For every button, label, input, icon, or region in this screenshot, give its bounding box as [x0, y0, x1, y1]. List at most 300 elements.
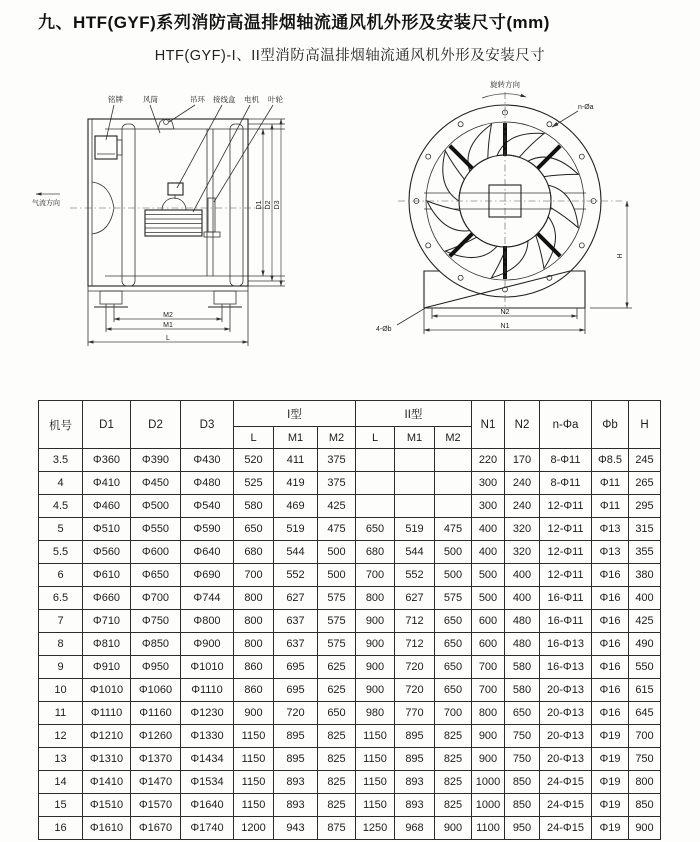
table-cell: Φ13 [592, 541, 629, 564]
table-row [39, 541, 661, 564]
table-cell: 16-Φ13 [540, 633, 592, 656]
table-cell: 1100 [472, 817, 505, 840]
table-cell: Φ950 [131, 656, 181, 679]
table-cell: 14 [39, 771, 83, 794]
table-cell: 627 [274, 587, 318, 610]
mounting-feet [88, 291, 248, 307]
table-cell: 720 [395, 656, 435, 679]
table-cell: Φ700 [131, 587, 181, 610]
table-cell: Φ8.5 [592, 449, 629, 472]
table-cell: 895 [274, 725, 318, 748]
table-row [39, 771, 661, 794]
table-cell: 900 [356, 633, 395, 656]
table-cell: Φ710 [83, 610, 131, 633]
table-cell: 850 [505, 771, 540, 794]
table-cell: 700 [472, 656, 505, 679]
dimension-table [38, 400, 661, 840]
header-type1-m1: M1 [274, 427, 318, 449]
table-cell: 895 [395, 748, 435, 771]
table-cell: 650 [234, 518, 274, 541]
table-cell: Φ1060 [131, 679, 181, 702]
table-cell: Φ1610 [83, 817, 131, 840]
table-cell: Φ690 [181, 564, 234, 587]
table-cell: 400 [472, 541, 505, 564]
table-cell: Φ13 [592, 518, 629, 541]
motor [145, 198, 202, 236]
table-cell: 544 [274, 541, 318, 564]
table-cell: Φ16 [592, 610, 629, 633]
dim-m2: M2 [163, 312, 173, 319]
table-cell: Φ1160 [131, 702, 181, 725]
table-cell: Φ590 [181, 518, 234, 541]
table-cell: 700 [435, 702, 472, 725]
table-cell: 500 [318, 564, 356, 587]
table-cell: Φ540 [181, 495, 234, 518]
table-cell: 800 [629, 771, 661, 794]
table-cell: Φ1570 [131, 794, 181, 817]
table-cell: 895 [395, 725, 435, 748]
table-cell: 825 [435, 794, 472, 817]
table-cell: Φ430 [181, 449, 234, 472]
table-cell: Φ16 [592, 656, 629, 679]
table-cell: 850 [505, 794, 540, 817]
rotation-direction-label: 旋转方向 [490, 80, 520, 89]
table-cell: 900 [472, 748, 505, 771]
table-cell: Φ1434 [181, 748, 234, 771]
table-cell [435, 495, 472, 518]
dim-n1: N1 [500, 323, 510, 330]
table-cell: 500 [472, 564, 505, 587]
table-cell: Φ16 [592, 564, 629, 587]
table-cell: Φ11 [592, 495, 629, 518]
table-cell [356, 449, 395, 472]
table-cell: Φ1534 [181, 771, 234, 794]
header-type2: II型 [356, 401, 472, 427]
table-cell: 695 [274, 679, 318, 702]
table-cell: 5 [39, 518, 83, 541]
table-cell: Φ16 [592, 587, 629, 610]
table-cell: 4.5 [39, 495, 83, 518]
table-row [39, 679, 661, 702]
header-bolt: n-Φa [540, 401, 592, 449]
table-cell: 893 [395, 771, 435, 794]
table-cell: 320 [505, 541, 540, 564]
table-cell: 419 [274, 472, 318, 495]
table-cell: 968 [395, 817, 435, 840]
table-cell: 9 [39, 656, 83, 679]
table-cell: 13 [39, 748, 83, 771]
table-cell: 1250 [356, 817, 395, 840]
nameplate [95, 136, 122, 159]
table-cell: 580 [505, 679, 540, 702]
table-cell: 860 [234, 679, 274, 702]
table-cell: 575 [318, 633, 356, 656]
table-cell: 411 [274, 449, 318, 472]
dim-d3: D3 [274, 200, 281, 210]
table-cell: 1150 [356, 794, 395, 817]
table-cell: 1200 [234, 817, 274, 840]
table-cell: 637 [274, 610, 318, 633]
header-n2: N2 [505, 401, 540, 449]
table-cell: 720 [395, 679, 435, 702]
table-cell: 825 [318, 725, 356, 748]
table-cell: Φ480 [181, 472, 234, 495]
table-cell: 680 [234, 541, 274, 564]
table-cell: 1150 [356, 771, 395, 794]
table-cell: 800 [472, 702, 505, 725]
dim-m1: M1 [163, 322, 173, 329]
table-row [39, 449, 661, 472]
foot-bolt-label: 4-Øb [376, 326, 392, 333]
table-cell: Φ1260 [131, 725, 181, 748]
impeller [204, 198, 220, 237]
table-cell: 552 [274, 564, 318, 587]
table-cell: 7 [39, 610, 83, 633]
table-cell: 850 [629, 794, 661, 817]
table-body [39, 449, 661, 840]
table-cell: Φ1410 [83, 771, 131, 794]
table-cell: Φ640 [181, 541, 234, 564]
table-cell: 650 [318, 702, 356, 725]
table-cell [395, 449, 435, 472]
table-cell: 400 [505, 564, 540, 587]
table-row [39, 817, 661, 840]
table-cell: 700 [629, 725, 661, 748]
table-cell: 650 [505, 702, 540, 725]
table-cell: 519 [274, 518, 318, 541]
table-cell: 650 [435, 633, 472, 656]
table-cell: 500 [435, 564, 472, 587]
table-cell: 20-Φ13 [540, 725, 592, 748]
table-cell: 240 [505, 472, 540, 495]
table-cell: 16 [39, 817, 83, 840]
table-cell: 12-Φ11 [540, 518, 592, 541]
table-cell: 544 [395, 541, 435, 564]
table-cell: 875 [318, 817, 356, 840]
table-cell: Φ19 [592, 771, 629, 794]
header-machine-no: 机号 [39, 401, 83, 449]
header-d2: D2 [131, 401, 181, 449]
table-cell: 712 [395, 610, 435, 633]
table-cell: 1150 [234, 748, 274, 771]
table-cell: 825 [318, 794, 356, 817]
table-cell: 3.5 [39, 449, 83, 472]
table-cell: 700 [472, 679, 505, 702]
table-cell: 480 [505, 610, 540, 633]
table-cell: 800 [356, 587, 395, 610]
table-cell [435, 472, 472, 495]
table-cell: 315 [629, 518, 661, 541]
table-cell: 20-Φ13 [540, 748, 592, 771]
table-cell: 20-Φ13 [540, 702, 592, 725]
lifting-ring-label: 吊环 [190, 95, 205, 104]
table-cell: 4 [39, 472, 83, 495]
table-cell: Φ19 [592, 748, 629, 771]
table-cell: 695 [274, 656, 318, 679]
table-cell: 475 [435, 518, 472, 541]
table-cell: 375 [318, 449, 356, 472]
dim-d2: D2 [265, 200, 272, 210]
table-cell: 300 [472, 495, 505, 518]
table-cell: 625 [318, 656, 356, 679]
table-cell: 11 [39, 702, 83, 725]
table-cell: 400 [629, 587, 661, 610]
table-cell: 825 [435, 771, 472, 794]
table-cell: 900 [356, 679, 395, 702]
table-cell: Φ1740 [181, 817, 234, 840]
table-cell: 355 [629, 541, 661, 564]
table-cell: 265 [629, 472, 661, 495]
table-cell: 950 [505, 817, 540, 840]
table-cell [356, 472, 395, 495]
table-cell: 825 [318, 771, 356, 794]
header-type1-m2: M2 [318, 427, 356, 449]
table-cell: 615 [629, 679, 661, 702]
duct-label: 风筒 [143, 95, 158, 104]
front-view-drawing [360, 78, 700, 360]
table-cell: 650 [435, 656, 472, 679]
dim-l: L [166, 335, 170, 342]
table-cell: Φ650 [131, 564, 181, 587]
table-cell: Φ750 [131, 610, 181, 633]
table-cell: Φ19 [592, 817, 629, 840]
table-cell: Φ1310 [83, 748, 131, 771]
table-cell: 750 [505, 725, 540, 748]
table-cell: 900 [435, 817, 472, 840]
base-dimensions [424, 308, 585, 334]
table-row [39, 656, 661, 679]
dimension-table-wrapper [38, 400, 661, 840]
table-cell: 500 [435, 541, 472, 564]
table-cell: 900 [356, 610, 395, 633]
table-cell: 320 [505, 518, 540, 541]
table-cell: Φ800 [181, 610, 234, 633]
table-cell: 680 [356, 541, 395, 564]
dim-n2: N2 [500, 309, 510, 316]
table-cell: 645 [629, 702, 661, 725]
table-row [39, 725, 661, 748]
table-cell: 1000 [472, 794, 505, 817]
table-cell: Φ744 [181, 587, 234, 610]
table-cell: Φ16 [592, 633, 629, 656]
length-dimensions [88, 286, 248, 346]
table-cell: 16-Φ11 [540, 610, 592, 633]
junction-box [168, 183, 183, 199]
table-cell: 500 [472, 587, 505, 610]
table-cell: 8-Φ11 [540, 472, 592, 495]
table-row [39, 518, 661, 541]
table-row [39, 794, 661, 817]
height-dimension [590, 201, 632, 308]
table-header [39, 401, 661, 449]
table-cell: Φ390 [131, 449, 181, 472]
table-cell: Φ910 [83, 656, 131, 679]
table-cell: 12-Φ11 [540, 541, 592, 564]
table-cell: 750 [505, 748, 540, 771]
table-cell: Φ16 [592, 679, 629, 702]
side-view-drawing [30, 78, 360, 360]
table-row [39, 587, 661, 610]
table-row [39, 748, 661, 771]
table-cell: 750 [629, 748, 661, 771]
table-cell: 550 [629, 656, 661, 679]
table-cell: Φ500 [131, 495, 181, 518]
table-cell: 8-Φ11 [540, 449, 592, 472]
table-cell: 900 [472, 725, 505, 748]
table-cell: 580 [505, 656, 540, 679]
table-cell: Φ1470 [131, 771, 181, 794]
table-cell: 860 [234, 656, 274, 679]
table-cell: 15 [39, 794, 83, 817]
table-cell: Φ1510 [83, 794, 131, 817]
header-d3: D3 [181, 401, 234, 449]
table-cell: 5.5 [39, 541, 83, 564]
table-cell: 8 [39, 633, 83, 656]
table-cell: 220 [472, 449, 505, 472]
nameplate-label: 铭牌 [108, 95, 123, 104]
table-cell: 900 [356, 656, 395, 679]
table-cell: 720 [274, 702, 318, 725]
table-cell: Φ600 [131, 541, 181, 564]
table-cell: 893 [274, 794, 318, 817]
fan-casing [88, 119, 248, 286]
table-cell: Φ510 [83, 518, 131, 541]
table-cell: 650 [435, 610, 472, 633]
table-cell: Φ11 [592, 472, 629, 495]
table-cell: 650 [435, 679, 472, 702]
table-cell: Φ900 [181, 633, 234, 656]
table-cell: Φ610 [83, 564, 131, 587]
table-cell: Φ560 [83, 541, 131, 564]
impeller-label: 叶轮 [268, 95, 283, 104]
header-type1: I型 [234, 401, 356, 427]
table-cell: 475 [318, 518, 356, 541]
table-cell: 520 [234, 449, 274, 472]
table-cell [395, 495, 435, 518]
header-h: H [629, 401, 661, 449]
table-cell: 375 [318, 472, 356, 495]
table-cell: 893 [274, 771, 318, 794]
table-cell: 6 [39, 564, 83, 587]
table-cell: Φ1230 [181, 702, 234, 725]
table-row [39, 610, 661, 633]
table-cell: 425 [629, 610, 661, 633]
table-cell: 800 [234, 610, 274, 633]
table-cell: 425 [318, 495, 356, 518]
table-cell: 627 [395, 587, 435, 610]
table-cell: Φ550 [131, 518, 181, 541]
table-cell: 600 [472, 610, 505, 633]
table-cell: Φ1370 [131, 748, 181, 771]
table-cell: 1150 [356, 725, 395, 748]
table-cell: 575 [318, 610, 356, 633]
table-cell: Φ1210 [83, 725, 131, 748]
table-cell: Φ1110 [181, 679, 234, 702]
table-cell: 1150 [356, 748, 395, 771]
table-cell: 893 [395, 794, 435, 817]
table-cell: 525 [234, 472, 274, 495]
table-cell: 700 [234, 564, 274, 587]
table-cell: Φ1010 [83, 679, 131, 702]
table-cell: 637 [274, 633, 318, 656]
table-cell: 712 [395, 633, 435, 656]
table-cell: 500 [318, 541, 356, 564]
table-cell: 825 [435, 748, 472, 771]
table-cell: Φ410 [83, 472, 131, 495]
header-phi-b: Φb [592, 401, 629, 449]
table-cell: 552 [395, 564, 435, 587]
page-subtitle: HTF(GYF)-I、II型消防高温排烟轴流通风机外形及安装尺寸 [154, 48, 546, 64]
header-type2-m2: M2 [435, 427, 472, 449]
table-row [39, 702, 661, 725]
table-cell: Φ460 [83, 495, 131, 518]
table-cell: 469 [274, 495, 318, 518]
table-cell: 825 [435, 725, 472, 748]
table-cell [435, 449, 472, 472]
header-type2-l: L [356, 427, 395, 449]
header-type1-l: L [234, 427, 274, 449]
table-cell: 700 [356, 564, 395, 587]
table-cell: 6.5 [39, 587, 83, 610]
table-cell: 1150 [234, 725, 274, 748]
table-cell: 1150 [234, 771, 274, 794]
table-cell: Φ16 [592, 702, 629, 725]
table-cell: 400 [505, 587, 540, 610]
table-cell: 24-Φ15 [540, 771, 592, 794]
table-cell: 16-Φ11 [540, 587, 592, 610]
table-cell: Φ1670 [131, 817, 181, 840]
table-cell: Φ1110 [83, 702, 131, 725]
table-cell [356, 495, 395, 518]
dim-h: H [617, 253, 624, 259]
table-cell: 800 [234, 587, 274, 610]
table-cell: 490 [629, 633, 661, 656]
table-cell: 580 [234, 495, 274, 518]
junction-box-label: 接线盒 [213, 95, 236, 104]
diameter-dimensions [248, 119, 285, 286]
table-cell: 650 [356, 518, 395, 541]
table-cell: 16-Φ13 [540, 656, 592, 679]
table-cell: 600 [472, 633, 505, 656]
table-cell: Φ660 [83, 587, 131, 610]
table-cell: 400 [472, 518, 505, 541]
table-cell: 1000 [472, 771, 505, 794]
table-cell: 295 [629, 495, 661, 518]
table-row [39, 495, 661, 518]
foot-bolt-leader [397, 307, 427, 325]
table-cell: 12-Φ11 [540, 495, 592, 518]
table-cell: Φ850 [131, 633, 181, 656]
table-cell: 900 [234, 702, 274, 725]
table-cell: 480 [505, 633, 540, 656]
table-cell: 24-Φ15 [540, 817, 592, 840]
table-cell: 895 [274, 748, 318, 771]
table-cell: Φ19 [592, 794, 629, 817]
table-cell: 12 [39, 725, 83, 748]
airflow-label: 气流方向 [32, 200, 60, 207]
table-cell: Φ360 [83, 449, 131, 472]
table-cell: 943 [274, 817, 318, 840]
motor-label: 电机 [244, 95, 259, 104]
bolt-circle-label: n-Øa [578, 104, 594, 111]
table-row [39, 633, 661, 656]
header-n1: N1 [472, 401, 505, 449]
page-title: 九、HTF(GYF)系列消防高温排烟轴流通风机外形及安装尺寸(mm) [38, 13, 550, 32]
table-cell: Φ450 [131, 472, 181, 495]
header-type2-m1: M1 [395, 427, 435, 449]
table-cell: 900 [629, 817, 661, 840]
table-cell: 825 [318, 748, 356, 771]
